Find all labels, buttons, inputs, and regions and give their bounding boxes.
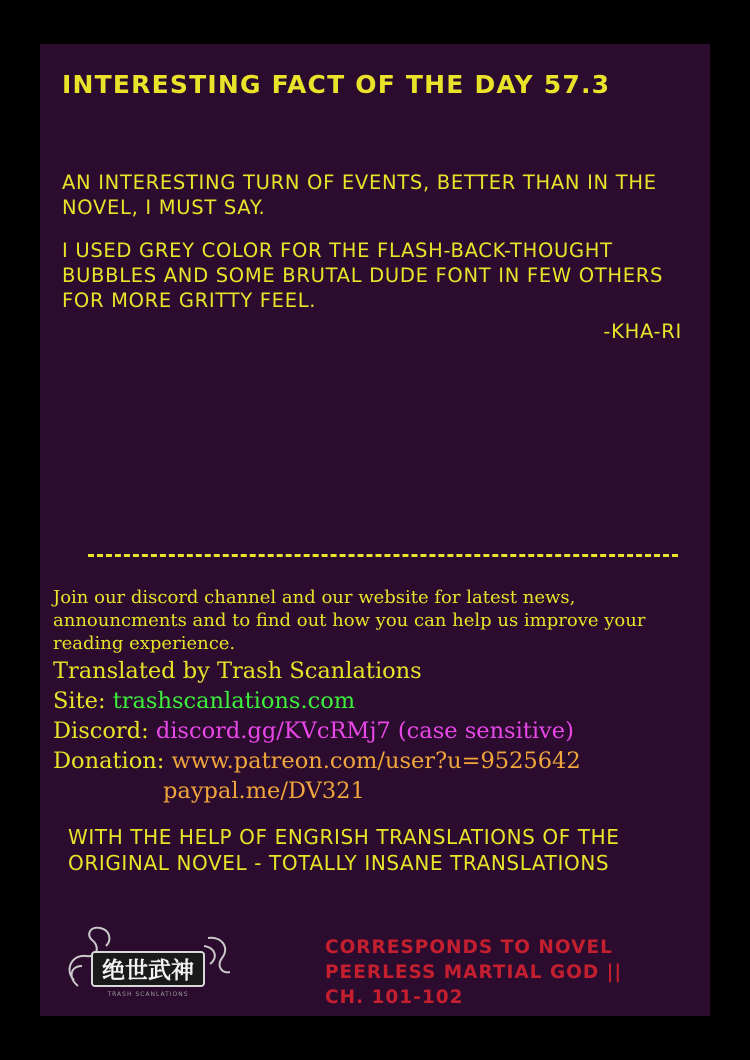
patreon-link[interactable]: www.patreon.com/user?u=9525642 [171, 748, 581, 774]
translated-by-label: Translated by Trash Scanlations [53, 658, 422, 684]
credits-donation-alt [53, 776, 693, 806]
svg-text:绝世武神: 绝世武神 [102, 958, 194, 984]
corresponds-line-2: PEERLESS MARTIAL GOD || [325, 962, 623, 983]
donation-label: Donation: [53, 748, 165, 774]
credits-panel [40, 44, 710, 1016]
paypal-link[interactable]: paypal.me/DV321 [163, 778, 365, 804]
page-title: INTERESTING FACT OF THE DAY 57.3 [62, 70, 611, 99]
corresponds-line-1: CORRESPONDS TO NOVEL [325, 937, 613, 958]
dashed-divider [88, 554, 678, 557]
svg-text:TRASH SCANLATIONS: TRASH SCANLATIONS [107, 991, 189, 998]
credits-discord [53, 716, 693, 746]
trash-scanlations-logo [58, 916, 238, 1006]
site-link[interactable]: trashscanlations.com [112, 688, 356, 714]
credits-translated-by [53, 656, 693, 686]
credits-donation [53, 746, 693, 776]
join-message: Join our discord channel and our website for latest news, announcments and to find out how you can help us improve your reading experience. [53, 587, 646, 654]
note-paragraph-2: I USED GREY COLOR FOR THE FLASH-BACK-THOUGHT BUBBLES AND SOME BRUTAL DUDE FONT IN FEW OTHERS FOR MORE GRITTY FEEL. [62, 239, 664, 312]
help-note: WITH THE HELP OF ENGRISH TRANSLATIONS OF THE ORIGINAL NOVEL - TOTALLY INSANE TRANSLATIONS [68, 825, 620, 875]
corresponds-to-novel [325, 935, 622, 1010]
credits-site [53, 686, 693, 716]
discord-link[interactable]: discord.gg/KVcRMj7 (case sensitive) [155, 718, 574, 744]
translator-note [62, 170, 682, 313]
corresponds-line-3: CH. 101-102 [325, 987, 464, 1008]
note-signature: -KHA-RI [603, 320, 682, 343]
credits-list [53, 656, 693, 806]
site-label: Site: [53, 688, 106, 714]
note-paragraph-1: AN INTERESTING TURN OF EVENTS, BETTER THAN IN THE NOVEL, I MUST SAY. [62, 171, 657, 219]
discord-label: Discord: [53, 718, 149, 744]
